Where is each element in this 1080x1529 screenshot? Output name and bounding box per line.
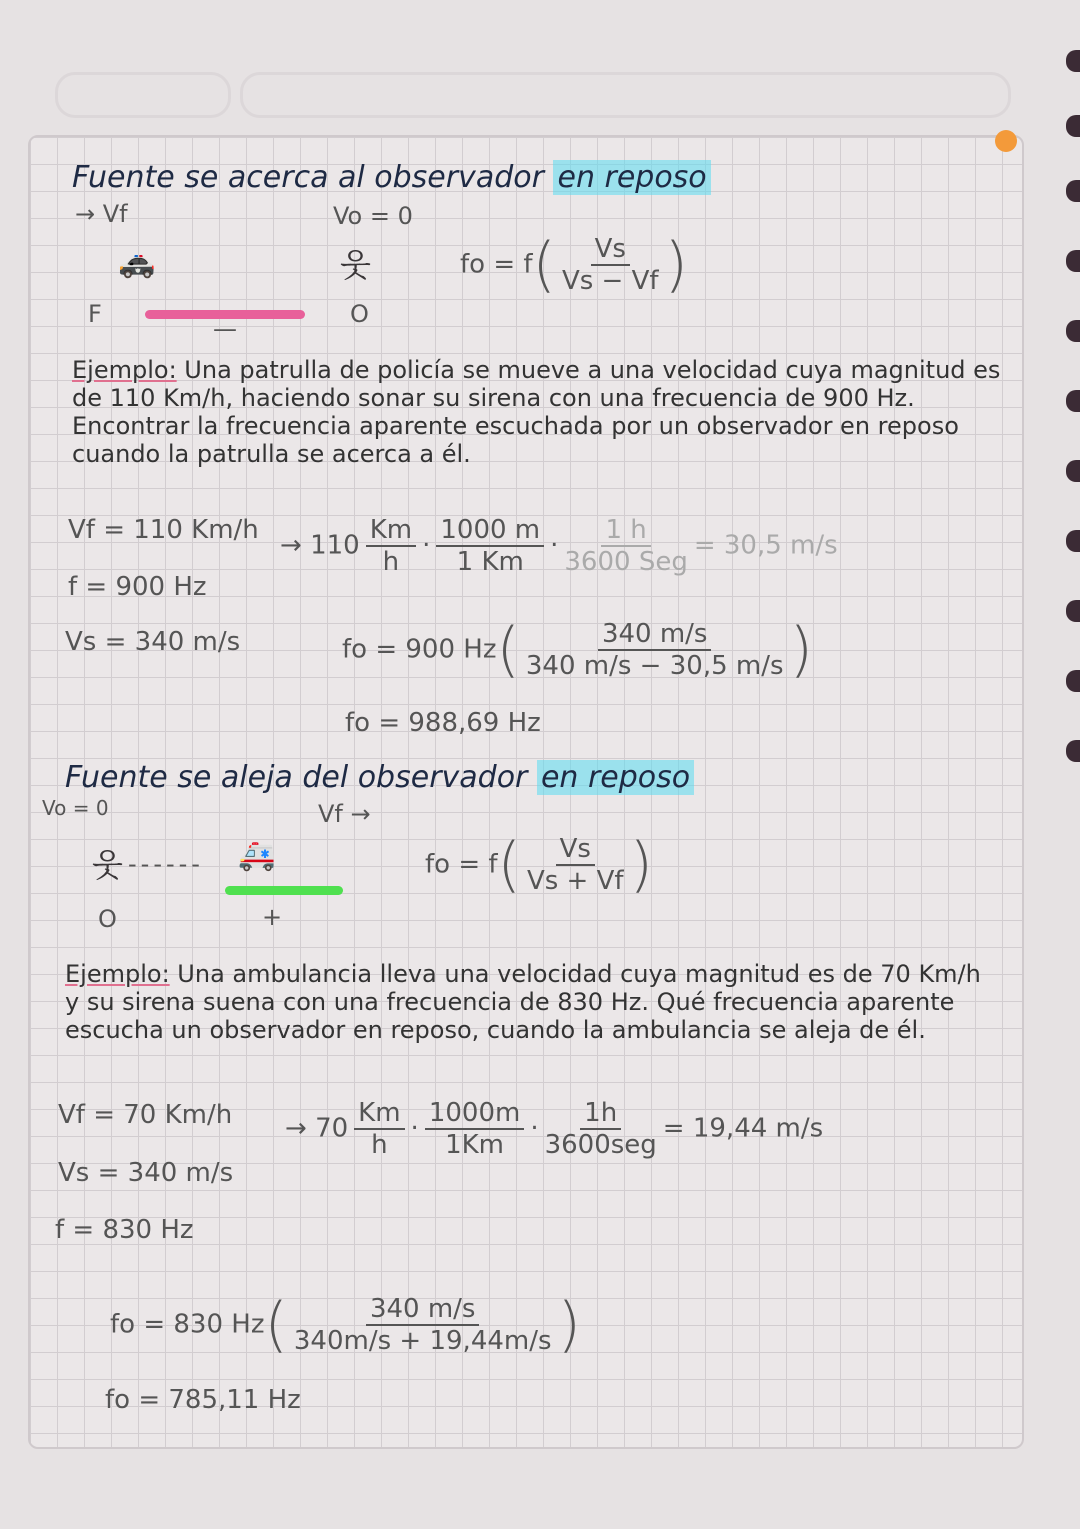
calc-lhs: fo = 900 Hz	[342, 634, 497, 665]
given-f: f = 900 Hz	[68, 572, 207, 602]
calc-lhs: fo = 830 Hz	[110, 1309, 265, 1340]
given-vs: Vs = 340 m/s	[58, 1158, 234, 1188]
given-vf: Vf = 70 Km/h	[58, 1100, 233, 1130]
formula-num: Vs	[591, 234, 630, 266]
conv-lead: 70	[315, 1113, 349, 1144]
given-f: f = 830 Hz	[55, 1215, 194, 1245]
calc-num: 340 m/s	[598, 619, 712, 651]
given-vf: Vf = 110 Km/h	[68, 515, 259, 545]
vo-label: Vo = 0	[333, 202, 413, 230]
formula-den: Vs + Vf	[526, 866, 624, 896]
formula-approach: fo = f( $\frac{Vs}{Vs - Vf}$ )	[460, 230, 688, 300]
calc-den: 340m/s + 19,44m/s	[293, 1326, 552, 1356]
conv-num: Km	[354, 1098, 404, 1130]
formula-lhs: fo = f	[460, 249, 533, 280]
section2-title	[65, 760, 694, 795]
example-text: Una ambulancia lleva una velocidad cuya magnitud es de 70 Km/h y su sirena suena con una frecuencia de 830 Hz. Qué frecuencia aparente escucha un observador en reposo, cuando la ambulancia se aleja de él.	[65, 960, 981, 1044]
formula-den: Vs − Vf	[561, 266, 659, 296]
conv-den: 1 Km	[456, 547, 524, 577]
result1: fo = 988,69 Hz	[345, 708, 541, 738]
conv-result: = 30,5 m/s	[693, 530, 838, 561]
conv-num: Km	[366, 515, 416, 547]
title-highlight: en reposo	[537, 760, 694, 795]
sign-plus: +	[262, 903, 283, 931]
observer-label: O	[98, 905, 117, 933]
conv-num: 1000 m	[436, 515, 544, 547]
example2	[65, 960, 995, 1044]
given-vs: Vs = 340 m/s	[65, 627, 241, 657]
title-highlight: en reposo	[553, 160, 710, 195]
conv-den: 3600seg	[544, 1130, 657, 1160]
vf-label: Vf →	[318, 800, 371, 828]
example-label: Ejemplo:	[65, 960, 170, 988]
conversion1: → 110 $\frac{Km}{h}$ · $\frac{1000 m}{1 Km}$ · $\frac{1 h}{\text{3600 Seg}}$ = 30,5 m/s	[280, 515, 838, 577]
example-text: Una patrulla de policía se mueve a una velocidad cuya magnitud es de 110 Km/h, haciendo sonar su sirena con una frecuencia de 900 Hz. Encontrar la frecuencia aparente escuchada por un observador en reposo cuando la patrulla se acerca a él.	[72, 356, 1001, 468]
green-arrow	[225, 886, 343, 895]
calc-num: 340 m/s	[366, 1294, 480, 1326]
conv-den: 1Km	[445, 1130, 505, 1160]
observer-label: O	[350, 300, 369, 328]
example-label: Ejemplo:	[72, 356, 177, 384]
observer-person-icon: 웃	[340, 246, 371, 284]
vf-label: → Vf	[75, 200, 128, 228]
calc1: fo = 900 Hz( $\frac{340 m/s}{340 m/s - 30,5 m/s}$ )	[342, 615, 813, 685]
title-text: Fuente se acerca al observador	[72, 160, 544, 195]
source-label: F	[88, 300, 102, 328]
example1	[72, 356, 1002, 468]
formula-lhs: fo = f	[425, 849, 498, 880]
conversion2: → 70 $\frac{Km}{h}$ · $\frac{1000m}{1Km}$ · $\frac{1h}{\text{3600seg}}$ = 19,44 m/s	[285, 1098, 824, 1160]
conv-den: h	[382, 547, 400, 577]
vo-label: Vo = 0	[42, 796, 109, 820]
conv-num: 1 h	[601, 515, 650, 547]
observer-person-icon: 웃	[92, 846, 123, 884]
calc2: fo = 830 Hz( $\frac{340 m/s}{340m/s + 19,44m/s}$ )	[110, 1290, 581, 1360]
orange-dot-icon	[995, 130, 1017, 152]
formula-recede: fo = f( $\frac{Vs}{Vs + Vf}$ )	[425, 830, 653, 900]
formula-num: Vs	[556, 834, 595, 866]
sign-minus: —	[213, 315, 237, 343]
dashed-line: ------	[128, 850, 204, 878]
siren-car-icon: 🚓	[118, 245, 156, 280]
conv-result: = 19,44 m/s	[662, 1113, 824, 1144]
title-text: Fuente se aleja del observador	[65, 760, 528, 795]
conv-num: 1h	[580, 1098, 621, 1130]
header-box-wide	[240, 72, 1011, 118]
result2: fo = 785,11 Hz	[105, 1385, 301, 1415]
siren-car-icon: 🚑	[238, 838, 276, 873]
calc-den: 340 m/s − 30,5 m/s	[525, 651, 784, 681]
conv-num: 1000m	[425, 1098, 525, 1130]
section1-title	[72, 160, 711, 195]
conv-den: h	[371, 1130, 388, 1160]
header-box-small	[55, 72, 231, 118]
conv-den: 3600 Seg	[564, 547, 688, 577]
conv-lead: 110	[310, 530, 360, 561]
